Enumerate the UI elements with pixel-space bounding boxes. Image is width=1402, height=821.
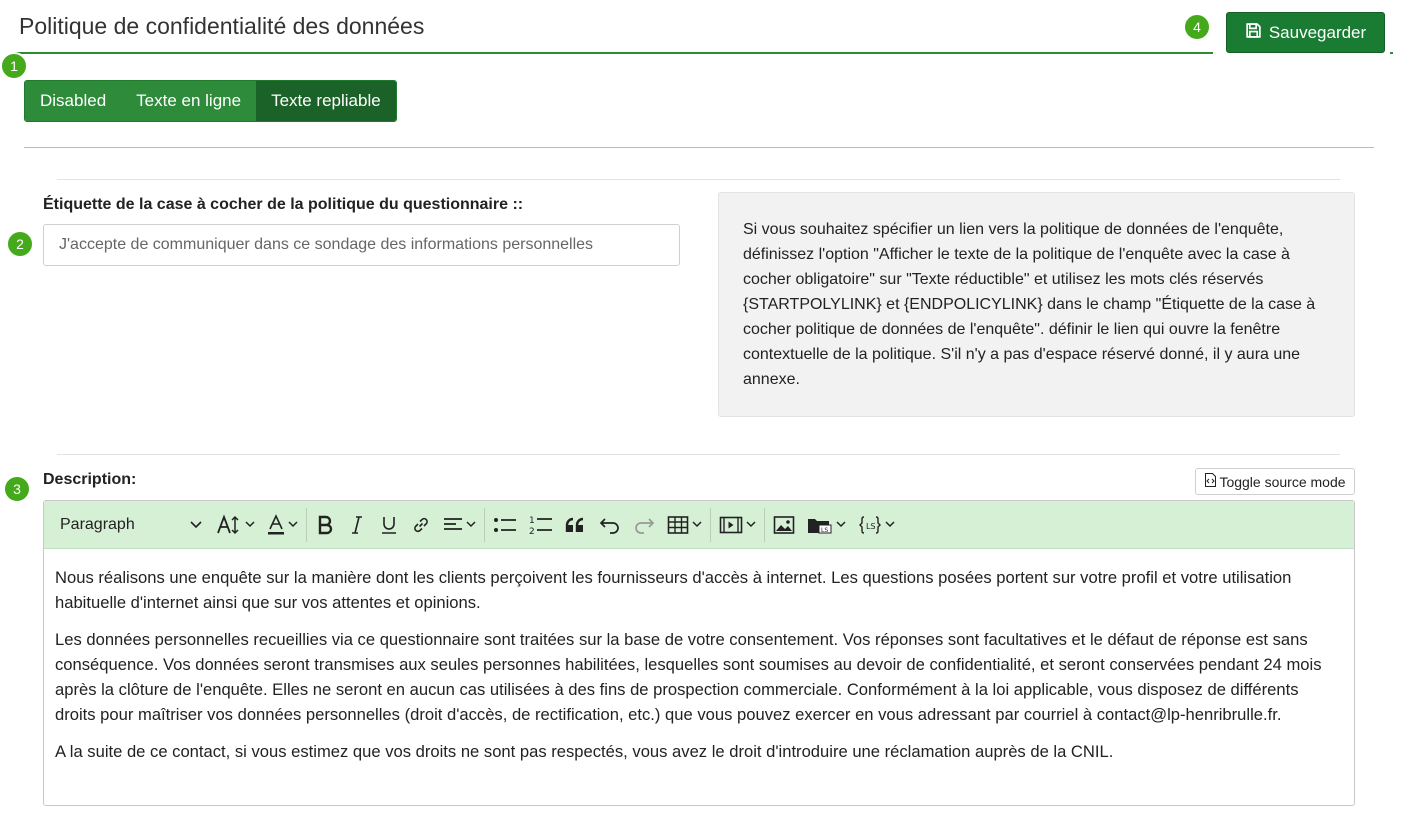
page-title: Politique de confidentialité des données: [19, 13, 425, 39]
checkbox-label-field-label: Étiquette de la case à cocher de la politique du questionnaire ::: [43, 196, 524, 213]
insert-table-dropdown[interactable]: [661, 508, 708, 542]
description-paragraph: A la suite de ce contact, si vous estimez que vos droits ne sont pas respectés, vous avez le droit d'introduire une réclamation auprès de la CNIL.: [55, 742, 1114, 761]
step-badge-4: 4: [1183, 13, 1211, 41]
expression-dropdown[interactable]: [852, 508, 901, 542]
paragraph-format-label: Paragraph: [60, 515, 135, 533]
bold-icon: [315, 515, 335, 535]
toolbar-separator: [484, 508, 485, 542]
font-color-icon: [267, 514, 285, 536]
source-file-icon: [1204, 473, 1217, 490]
title-divider: [14, 52, 1213, 54]
description-paragraph: Les données personnelles recueillies via ce questionnaire sont traitées sur la base de votre consentement. Vos réponses sont facultatives et le défaut de réponse est sans conséquence. Vos données seront transmises aux seules personnes habilitées, lesquelles sont soumises au devoir de confidentialité, et seront conservées pendant 24 mois après la clôture de l'enquête. Elles ne seront en aucun cas utilisées à des fins de prospection commerciale. Conformément à la loi applicable, vous disposez de différents droits pour maîtriser vos données personnelles (droit d'accès, de rectification, etc.) que vous pouvez exercer en vous adressant par courriel à contact@lp-henribrulle.fr.: [55, 630, 1322, 724]
toolbar-separator: [764, 508, 765, 542]
numbered-list-icon: [529, 514, 553, 536]
floppy-disk-icon: [1245, 22, 1262, 44]
media-icon: [719, 515, 743, 535]
step-badge-1: 1: [0, 52, 28, 80]
svg-text:1: 1: [529, 515, 535, 526]
underline-button[interactable]: [373, 508, 405, 542]
insert-image-button[interactable]: [767, 508, 801, 542]
file-manager-dropdown[interactable]: [801, 508, 852, 542]
paragraph-format-dropdown[interactable]: [50, 508, 210, 542]
bold-button[interactable]: [309, 508, 341, 542]
rich-text-editor: [43, 500, 1355, 806]
expression-icon: [858, 515, 882, 535]
checkbox-label-input[interactable]: [43, 224, 680, 266]
policy-display-toggle: [24, 80, 397, 122]
chevron-down-icon: [746, 521, 756, 528]
svg-text:LS: LS: [866, 521, 876, 531]
toggle-source-label: Toggle source mode: [1219, 473, 1346, 490]
toolbar-separator: [306, 508, 307, 542]
undo-icon: [599, 516, 621, 534]
option-disabled[interactable]: Disabled: [25, 81, 121, 121]
numbered-list-button[interactable]: [523, 508, 559, 542]
chevron-down-icon: [885, 521, 895, 528]
redo-button[interactable]: [627, 508, 661, 542]
toggle-source-mode-button[interactable]: [1195, 468, 1355, 495]
toolbar-separator: [710, 508, 711, 542]
title-divider-end: [1390, 52, 1393, 54]
link-button[interactable]: [405, 508, 437, 542]
chevron-down-icon: [245, 521, 255, 528]
table-icon: [667, 515, 689, 535]
description-label: Description:: [43, 471, 137, 488]
chevron-down-icon: [836, 521, 846, 528]
undo-button[interactable]: [593, 508, 627, 542]
link-icon: [411, 515, 431, 535]
description-paragraph: Nous réalisons une enquête sur la manière dont les clients perçoivent les fournisseurs d'accès à internet. Les questions posées portent sur votre profil et votre utilisation habituelle d'internet ainsi que sur vos attentes et opinions.: [55, 568, 1292, 612]
blockquote-button[interactable]: [559, 508, 593, 542]
svg-text:2: 2: [529, 526, 535, 536]
underline-icon: [379, 515, 399, 535]
italic-icon: [347, 515, 367, 535]
option-inline-text[interactable]: Texte en ligne: [121, 81, 256, 121]
alignment-dropdown[interactable]: [437, 508, 482, 542]
italic-button[interactable]: [341, 508, 373, 542]
option-collapsible-text[interactable]: Texte repliable: [256, 81, 396, 121]
font-color-dropdown[interactable]: [261, 508, 304, 542]
svg-text:LS: LS: [821, 526, 829, 534]
bulleted-list-icon: [493, 515, 517, 535]
chevron-down-icon: [466, 521, 476, 528]
chevron-down-icon: [288, 521, 298, 528]
field-divider: [57, 179, 1340, 180]
field-divider-2: [57, 454, 1340, 455]
font-size-dropdown[interactable]: [210, 508, 261, 542]
section-divider: [24, 147, 1374, 148]
step-badge-3: 3: [3, 475, 31, 503]
editor-content[interactable]: [44, 549, 1354, 764]
align-icon: [443, 516, 463, 534]
file-manager-icon: [807, 515, 833, 535]
font-size-icon: [216, 514, 242, 536]
help-text-box: Si vous souhaitez spécifier un lien vers la politique de données de l'enquête, définissez l'option "Afficher le texte de la politique de l'enquête avec la case à cocher obligatoire" sur "Texte réductible" et utilisez les mots clés réservés {STARTPOLYLINK} et {ENDPOLICYLINK} dans le champ "Étiquette de la case à cocher politique de données de l'enquête". définir le lien qui ouvre la fenêtre contextuelle de la politique. S'il n'y a pas d'espace réservé donné, il y aura une annexe.: [718, 192, 1355, 417]
save-button[interactable]: [1226, 12, 1385, 53]
blockquote-icon: [565, 516, 587, 534]
editor-toolbar: [44, 501, 1354, 549]
chevron-down-icon: [190, 521, 202, 529]
redo-icon: [633, 516, 655, 534]
step-badge-2: 2: [6, 230, 34, 258]
bulleted-list-button[interactable]: [487, 508, 523, 542]
image-icon: [773, 515, 795, 535]
save-button-label: Sauvegarder: [1268, 22, 1367, 42]
chevron-down-icon: [692, 521, 702, 528]
insert-media-dropdown[interactable]: [713, 508, 762, 542]
